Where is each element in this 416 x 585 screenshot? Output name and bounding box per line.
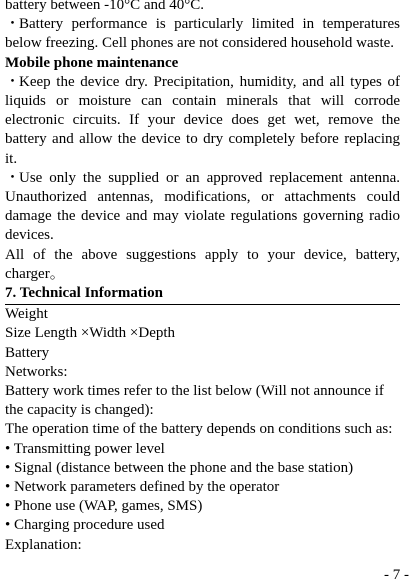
weight-label: Weight <box>5 306 48 323</box>
temperature-range-text: battery between -10°C and 40°C. <box>5 0 205 13</box>
size-label: Size Length ×Width ×Depth <box>5 325 176 342</box>
cold-warning-paragraph <box>5 15 400 53</box>
explanation-label: Explanation: <box>5 536 82 553</box>
condition-item: • Transmitting power level <box>5 440 165 457</box>
condition-item: • Charging procedure used <box>5 517 165 534</box>
apply-all-paragraph: All of the above suggestions apply to your device, battery, charger。 <box>5 246 400 282</box>
operation-time-text: The operation time of the battery depends on conditions such as: <box>5 421 393 438</box>
maintenance-heading: Mobile phone maintenance <box>5 54 179 71</box>
antenna-advice-text: Use only the supplied or an approved replacement antenna. Unauthorized antennas, modifications, or attachments could damage the device and may violate regulations governing radio devices. <box>5 169 400 244</box>
dry-advice-paragraph <box>5 73 400 169</box>
bullet-glyph: ・ <box>5 16 21 33</box>
dry-advice-text: Keep the device dry. Precipitation, humidity, and all types of liquids or moisture can contain minerals that will corrode electronic circuits. If your device does get wet, remove the battery and allow the device to dry completely before replacing it. <box>5 73 400 167</box>
cold-warning-text: Battery performance is particularly limited in temperatures below freezing. Cell phones are not considered household waste. <box>5 16 400 52</box>
condition-item: • Signal (distance between the phone and the base station) <box>5 459 354 476</box>
technical-information-heading: 7. Technical Information <box>5 285 163 302</box>
condition-item: • Network parameters defined by the operator <box>5 479 280 496</box>
bullet-glyph: ・ <box>5 169 21 186</box>
battery-label: Battery <box>5 344 50 361</box>
condition-item: • Phone use (WAP, games, SMS) <box>5 498 203 515</box>
bullet-glyph: ・ <box>5 73 21 90</box>
antenna-advice-paragraph <box>5 169 400 246</box>
battery-work-times-text: Battery work times refer to the list below (Will not announce if the capacity is changed): <box>5 383 384 419</box>
page-number: - 7 - <box>384 567 409 583</box>
networks-label: Networks: <box>5 363 68 380</box>
manual-page <box>5 0 400 555</box>
